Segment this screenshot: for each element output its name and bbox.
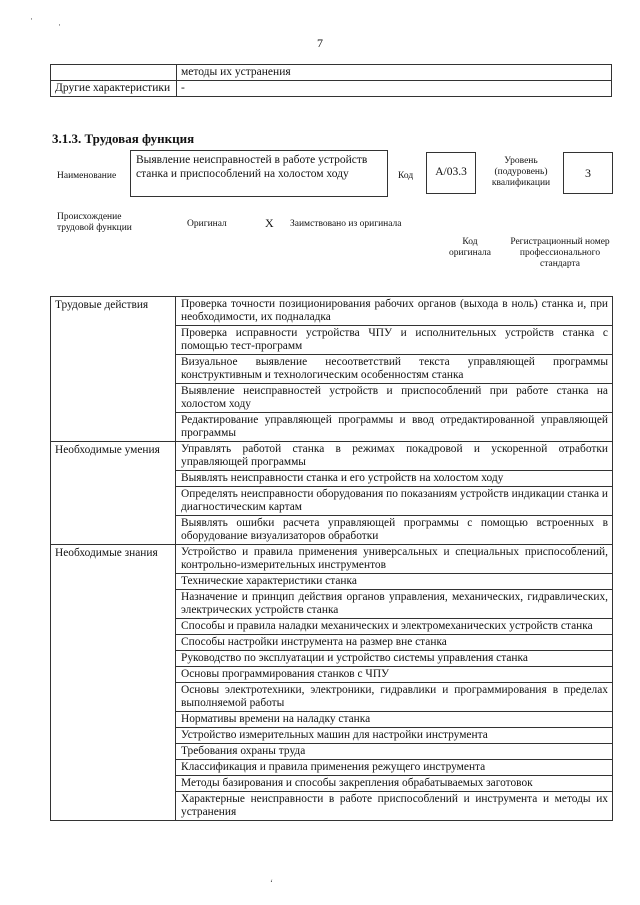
list-item: Управлять работой станка в режимах покадровой и ускоренной отработки управляющей программы xyxy=(176,442,613,471)
page-number: 7 xyxy=(317,36,323,50)
list-item: Способы настройки инструмента на размер вне станка xyxy=(176,635,613,651)
scan-mark-right: · xyxy=(58,20,61,30)
list-item: Характерные неисправности в работе приспособлений и инструмента и методы их устранения xyxy=(176,792,613,821)
reg-number-label: Регистрационный номер профессионального стандарта xyxy=(510,237,610,269)
list-item: Устройство измерительных машин для настройки инструмента xyxy=(176,728,613,744)
table-row xyxy=(51,545,613,574)
list-item: Выявлять неисправности станка и его устройств на холостом ходу xyxy=(176,471,613,487)
list-item: Проверка исправности устройства ЧПУ и исполнительных устройств станка с помощью тест-программ xyxy=(176,326,613,355)
table-row xyxy=(51,297,613,326)
borrowed-label: Заимствовано из оригинала xyxy=(290,219,402,229)
name-label: Наименование xyxy=(57,171,117,181)
function-details-table xyxy=(50,296,613,821)
list-item: Выявление неисправностей устройств и приспособлений при работе станка на холостом ходу xyxy=(176,384,613,413)
list-item: Классификация и правила применения режущего инструмента xyxy=(176,760,613,776)
list-item: Основы электротехники, электроники, гидравлики и программирования в пределах выполняемой работы xyxy=(176,683,613,712)
list-item: Определять неисправности оборудования по показаниям устройств индикации станка и диагностическим картам xyxy=(176,487,613,516)
continuation-text: методы их устранения xyxy=(177,65,612,81)
list-item: Основы программирования станков с ЧПУ xyxy=(176,667,613,683)
list-item: Назначение и принцип действия органов управления, механических, гидравлических, электрических устройств станка xyxy=(176,590,613,619)
list-item: Визуальное выявление несоответствий текста управляющей программы конструктивным и технологическим особенностям станка xyxy=(176,355,613,384)
list-item: Нормативы времени на наладку станка xyxy=(176,712,613,728)
list-item: Проверка точности позиционирования рабочих органов (выхода в ноль) станка и, при необходимости, их подналадка xyxy=(176,297,613,326)
function-name: Выявление неисправностей в работе устройств станка и приспособлений на холостом ходу xyxy=(130,150,388,197)
level-value: 3 xyxy=(563,152,613,194)
original-mark: X xyxy=(265,216,274,230)
code-original-label: Код оригинала xyxy=(449,237,491,258)
list-item: Редактирование управляющей программы и ввод отредактированной управляющей программы xyxy=(176,413,613,442)
list-item: Методы базирования и способы закрепления обрабатываемых заготовок xyxy=(176,776,613,792)
table-row xyxy=(51,442,613,471)
actions-title: Трудовые действия xyxy=(51,297,176,442)
list-item: Руководство по эксплуатации и устройство системы управления станка xyxy=(176,651,613,667)
list-item: Способы и правила наладки механических и электромеханических устройств станка xyxy=(176,619,613,635)
level-label: Уровень (подуровень) квалификации xyxy=(491,156,551,188)
continuation-left-cell xyxy=(51,65,177,81)
other-characteristics-value: - xyxy=(177,81,612,97)
scan-mark-bottom: ʻ xyxy=(270,878,273,888)
scan-mark-left: · xyxy=(30,14,33,24)
code-label: Код xyxy=(398,171,414,181)
skills-title: Необходимые умения xyxy=(51,442,176,545)
original-label: Оригинал xyxy=(187,219,227,229)
code-value: A/03.3 xyxy=(426,152,476,194)
other-characteristics-label: Другие характеристики xyxy=(51,81,177,97)
list-item: Выявлять ошибки расчета управляющей программы с помощью встроенных в оборудование визуализаторов обработки xyxy=(176,516,613,545)
origin-label: Происхождение трудовой функции xyxy=(57,212,132,233)
knowledge-title: Необходимые знания xyxy=(51,545,176,821)
continuation-table xyxy=(50,64,612,97)
list-item: Устройство и правила применения универсальных и специальных приспособлений, контрольно-измерительных инструментов xyxy=(176,545,613,574)
list-item: Технические характеристики станка xyxy=(176,574,613,590)
section-title: 3.1.3. Трудовая функция xyxy=(52,131,195,146)
list-item: Требования охраны труда xyxy=(176,744,613,760)
